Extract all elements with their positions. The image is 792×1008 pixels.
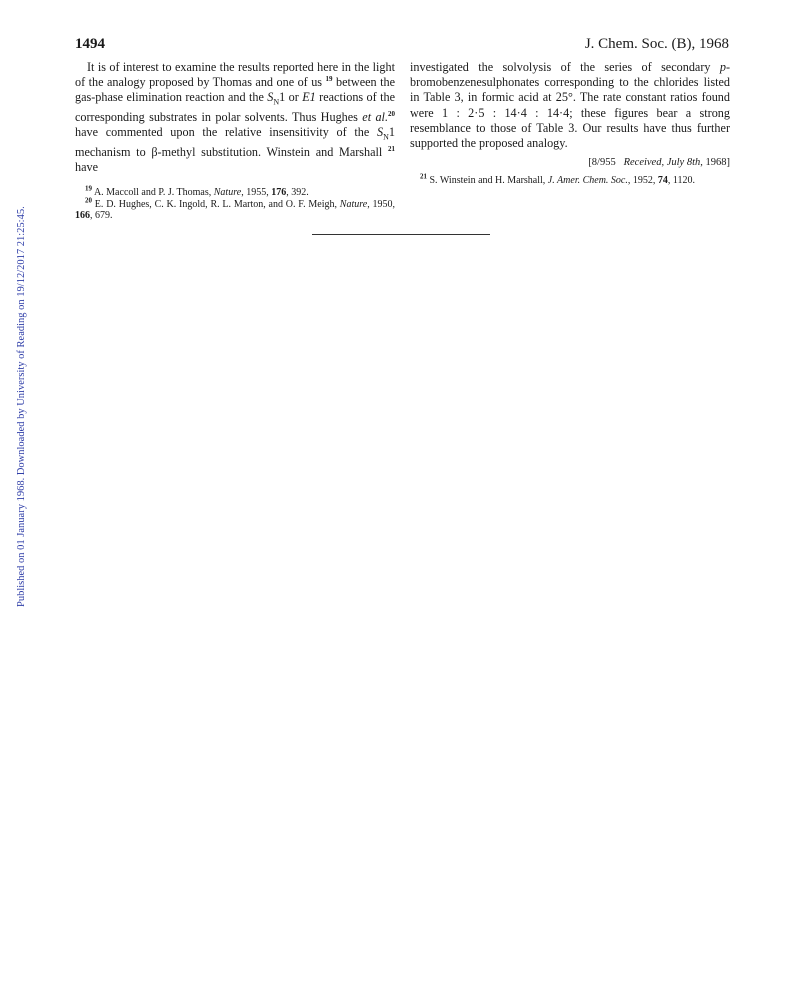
reference-marker[interactable]: 19 [325, 75, 333, 84]
left-column [75, 60, 395, 222]
body-paragraph: It is of interest to examine the results reported here in the light of the analogy proposed by Thomas and one of us $^{19}$ between the gas-phase elimination reaction and the $S_N1$ or E1 reactions of the corresponding substrates in polar solvents. Thus Hughes et al.$^{20}$ have commented upon the relative insensitivity of the $S_N1$ mechanism to β-methyl substitution. Winstein and Marshall $^{21}$ have [75, 60, 396, 175]
reference-marker[interactable]: 20 [388, 109, 395, 118]
footnotes [410, 172, 730, 187]
footnote: $^{21}$ S. Winstein and H. Marshall, J. Amer. Chem. Soc., 1952, 74, 1120. [420, 172, 696, 187]
journal-header: J. Chem. Soc. (B), 1968 [584, 36, 729, 52]
footnotes [75, 184, 395, 222]
footnote: $^{19}$ A. Maccoll and P. J. Thomas, Nature, 1955, 176, 392. [85, 184, 309, 199]
download-watermark[interactable]: Published on 01 January 1968. Downloaded by University of Reading on 19/12/2017 21:25:45. [16, 206, 27, 607]
received-line: [8/955 Received, July 8th, 1968] [588, 157, 730, 169]
page-number: 1494 [75, 36, 105, 52]
body-paragraph: investigated the solvolysis of the series of secondary p-bromobenzenesulphonates corresponding to the chlorides listed in Table 3, in formic acid at 25°. The rate constant ratios found were 1 : 2·5 : 14·4 : 14·4; these figures bear a strong resemblance to those of Table 3. Our results have thus further supported the proposed analogy. [410, 60, 730, 151]
end-rule [312, 234, 490, 235]
footnote: $^{20}$ E. D. Hughes, C. K. Ingold, R. L. Marton, and O. F. Meigh, Nature, 1950, 166, 679. [75, 196, 395, 222]
right-column [410, 60, 730, 187]
reference-marker[interactable]: 21 [388, 144, 395, 153]
